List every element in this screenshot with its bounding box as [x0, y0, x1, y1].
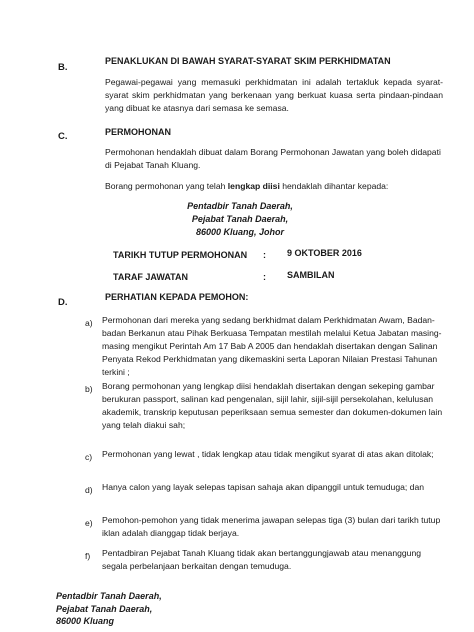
address-line: Pentadbir Tanah Daerah,: [187, 201, 293, 211]
address-block: [160, 200, 320, 239]
list-item: Permohonan dari mereka yang sedang berkhidmat dalam Perkhidmatan Awam, Badan-badan Berkanun atau Pihak Berkuasa Tempatan mestilah melalui Ketua Jabatan masing-masing mengikut Perintah Am 17 Bab A 2005 dan hendaklah disertakan dengan Salinan Penyata Rekod Perkhidmatan yang dikemaskini serta Laporan Nilaian Prestasi Tahunan terkini ;: [102, 315, 442, 377]
section-c-body-1: Permohonan hendaklah dibuat dalam Borang Permohonan Jawatan yang boleh didapati di Pejabat Tanah Kluang.: [105, 147, 441, 170]
footer-signature-block: [56, 590, 162, 628]
list-item-marker: e): [85, 518, 93, 528]
section-c-body-2-pre: Borang permohonan yang telah: [105, 181, 228, 191]
section-c-body-2: [105, 180, 443, 193]
closing-date-value: 9 OKTOBER 2016: [287, 248, 362, 258]
section-c-body-2-post: hendaklah dihantar kepada:: [279, 181, 389, 191]
list-item: Hanya calon yang layak selepas tapisan sahaja akan dipanggil untuk temuduga; dan: [102, 482, 425, 492]
list-item: Permohonan yang lewat , tidak lengkap atau tidak mengikut syarat di atas akan ditolak;: [102, 449, 434, 459]
job-grade-label: TARAF JAWATAN: [113, 272, 188, 282]
footer-line: 86000 Kluang: [56, 616, 115, 626]
list-item-marker: c): [85, 452, 93, 462]
list-item: Pemohon-pemohon yang tidak menerima jawapan selepas tiga (3) bulan dari tarikh tutup iklan adalah dianggap tidak berjaya.: [102, 515, 441, 538]
address-line: 86000 Kluang, Johor: [195, 227, 285, 237]
section-c-body-2-bold: lengkap diisi: [227, 181, 280, 191]
section-c-heading: PERMOHONAN: [105, 127, 172, 137]
list-item-marker: f): [85, 551, 91, 561]
list-item-marker: b): [85, 384, 93, 394]
footer-line: Pejabat Tanah Daerah,: [56, 603, 153, 614]
footer-line: Pentadbir Tanah Daerah,: [56, 591, 162, 601]
list-item-marker: a): [85, 318, 93, 328]
section-b-body: Pegawai-pegawai yang memasuki perkhidmatan ini adalah tertakluk kepada syarat-syarat skim perkhidmatan yang berkenaan yang berkuat kuasa serta pindaan-pindaan yang dibuat ke atasnya dari semasa ke semasa.: [105, 77, 443, 113]
section-b-heading: PENAKLUKAN DI BAWAH SYARAT-SYARAT SKIM PERKHIDMATAN: [105, 56, 391, 66]
list-item-marker: d): [85, 485, 93, 495]
job-grade-value: SAMBILAN: [287, 270, 335, 280]
section-b-letter: B.: [58, 62, 68, 73]
section-c-letter: C.: [58, 131, 68, 142]
address-line: Pejabat Tanah Daerah,: [191, 214, 289, 224]
section-d-letter: D.: [58, 297, 68, 308]
list-item: Pentadbiran Pejabat Tanah Kluang tidak akan bertanggungjawab atau menanggung segala perbelanjaan berkaitan dengan temuduga.: [102, 548, 422, 571]
closing-date-label: TARIKH TUTUP PERMOHONAN: [113, 250, 248, 260]
list-item: Borang permohonan yang lengkap diisi hendaklah disertakan dengan sekeping gambar berukuran passport, salinan kad pengenalan, sijil lahir, sijil-sijil persekolahan, kelulusan akademik, transkrip keputusan peperiksaan semua semester dan dokumen-dokumen lain yang telah diakui sah;: [102, 381, 443, 430]
closing-date-colon: :: [263, 250, 266, 260]
job-grade-colon: :: [263, 272, 266, 282]
section-d-heading: PERHATIAN KEPADA PEMOHON:: [105, 292, 249, 302]
